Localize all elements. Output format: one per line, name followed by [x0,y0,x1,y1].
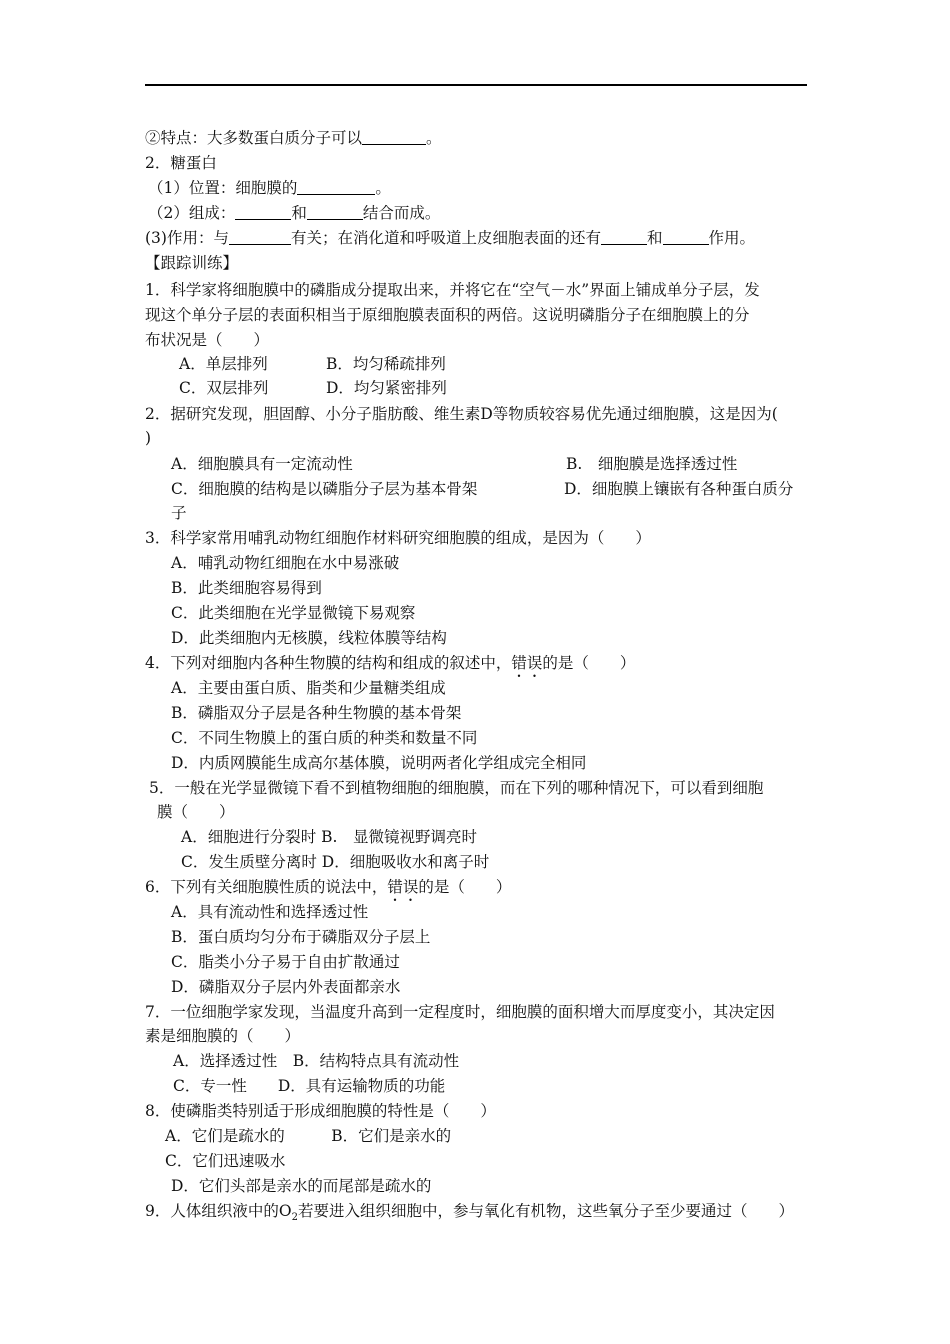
q8-option-d[interactable]: D．它们头部是亲水的而尾部是疏水的 [171,1177,432,1195]
q6-option-c[interactable]: C．脂类小分子易于自由扩散通过 [171,953,400,971]
q4-option-b[interactable]: B．磷脂双分子层是各种生物膜的基本骨架 [171,704,462,722]
q8-option-c[interactable]: C．它们迅速吸水 [165,1152,286,1170]
q5-options-cd[interactable]: C．发生质壁分离时 D．细胞吸收水和离子时 [181,853,490,871]
section-title: 【跟踪训练】 [145,254,239,272]
answer-blank[interactable] [601,229,647,245]
q6-stem: 6．下列有关细胞膜性质的说法中，错误的是（ ） [145,878,512,896]
q1-option-b[interactable]: B．均匀稀疏排列 [326,355,446,373]
composition-line: （2）组成： 和 结合而成。 [148,204,441,222]
q1-stem-line2: 现这个单分子层的表面积相当于原细胞膜表面积的两倍。这说明磷脂分子在细胞膜上的分 [145,306,750,324]
q1-option-d[interactable]: D．均匀紧密排列 [326,379,447,397]
q1-option-a[interactable]: A．单层排列 [179,355,268,373]
q7-options-cd[interactable]: C．专一性 D．具有运输物质的功能 [173,1077,446,1095]
q7-stem-line2: 素是细胞膜的（ ） [145,1027,301,1045]
q2-option-d-cont: 子 [171,504,187,522]
answer-blank[interactable] [229,229,291,245]
answer-blank[interactable] [235,204,291,220]
q9-stem: 9．人体组织液中的$O_2$若要进入组织细胞中，参与氧化有机物，这些氧分子至少要通过（ ） [145,1202,794,1224]
answer-blank[interactable] [297,179,375,195]
q2-stem-line2: ) [145,429,152,447]
q4-option-d[interactable]: D．内质网膜能生成高尔基体膜，说明两者化学组成完全相同 [171,754,587,772]
q4-option-c[interactable]: C．不同生物膜上的蛋白质的种类和数量不同 [171,729,478,747]
q6-option-a[interactable]: A．具有流动性和选择透过性 [171,903,369,921]
q2-option-d[interactable]: D．细胞膜上镶嵌有各种蛋白质分 [564,480,794,498]
q8-options-ab[interactable]: A．它们是疏水的 B．它们是亲水的 [165,1127,452,1145]
q5-stem-line1: 5．一般在光学显微镜下看不到植物细胞的细胞膜，而在下列的哪种情况下，可以看到细胞 [149,779,764,797]
q3-stem: 3．科学家常用哺乳动物红细胞作材料研究细胞膜的组成，是因为（ ） [145,529,651,547]
q6-option-b[interactable]: B．蛋白质均匀分布于磷脂双分子层上 [171,928,431,946]
answer-blank[interactable] [307,204,363,220]
q3-option-a[interactable]: A．哺乳动物红细胞在水中易涨破 [171,554,400,572]
q1-option-c[interactable]: C．双层排列 [179,379,269,397]
answer-blank[interactable] [362,129,426,145]
q8-stem: 8．使磷脂类特别适于形成细胞膜的特性是（ ） [145,1102,496,1120]
q7-options-ab[interactable]: A．选择透过性 B．结构特点具有流动性 [173,1052,460,1070]
q6-option-d[interactable]: D．磷脂双分子层内外表面都亲水 [171,978,401,996]
q2-stem-line1: 2．据研究发现，胆固醇、小分子脂肪酸、维生素D等物质较容易优先通过细胞膜，这是因为( [145,405,778,423]
q1-stem-line1: 1．科学家将细胞膜中的磷脂成分提取出来，并将它在“空气－水”界面上铺成单分子层，发 [145,281,760,299]
q2-option-c[interactable]: C．细胞膜的结构是以磷脂分子层为基本骨架 [171,480,478,498]
q4-option-a[interactable]: A．主要由蛋白质、脂类和少量糖类组成 [171,679,446,697]
q3-option-c[interactable]: C．此类细胞在光学显微镜下易观察 [171,604,416,622]
q2-option-a[interactable]: A．细胞膜具有一定流动性 [171,455,353,473]
function-line: (3)作用：与 有关；在消化道和呼吸道上皮细胞表面的还有 和 作用。 [145,229,756,247]
glycoprotein-title: 2．糖蛋白 [145,154,217,172]
q7-stem-line1: 7．一位细胞学家发现，当温度升高到一定程度时，细胞膜的面积增大而厚度变小，其决定因 [145,1003,775,1021]
feature-line: ②特点：大多数蛋白质分子可以 。 [145,129,442,147]
q5-stem-line2: 膜（ ） [157,803,235,821]
q1-stem-line3: 布状况是（ ） [145,331,270,349]
q2-option-b[interactable]: B. 细胞膜是选择透过性 [566,455,738,473]
position-line: （1）位置：细胞膜的 。 [148,179,391,197]
answer-blank[interactable] [663,229,709,245]
q5-options-ab[interactable]: A．细胞进行分裂时 B. 显微镜视野调亮时 [181,828,477,846]
header-rule [145,84,807,86]
q4-stem: 4．下列对细胞内各种生物膜的结构和组成的叙述中，错误的是（ ） [145,654,636,672]
q3-option-d[interactable]: D．此类细胞内无核膜，线粒体膜等结构 [171,629,447,647]
q3-option-b[interactable]: B．此类细胞容易得到 [171,579,322,597]
